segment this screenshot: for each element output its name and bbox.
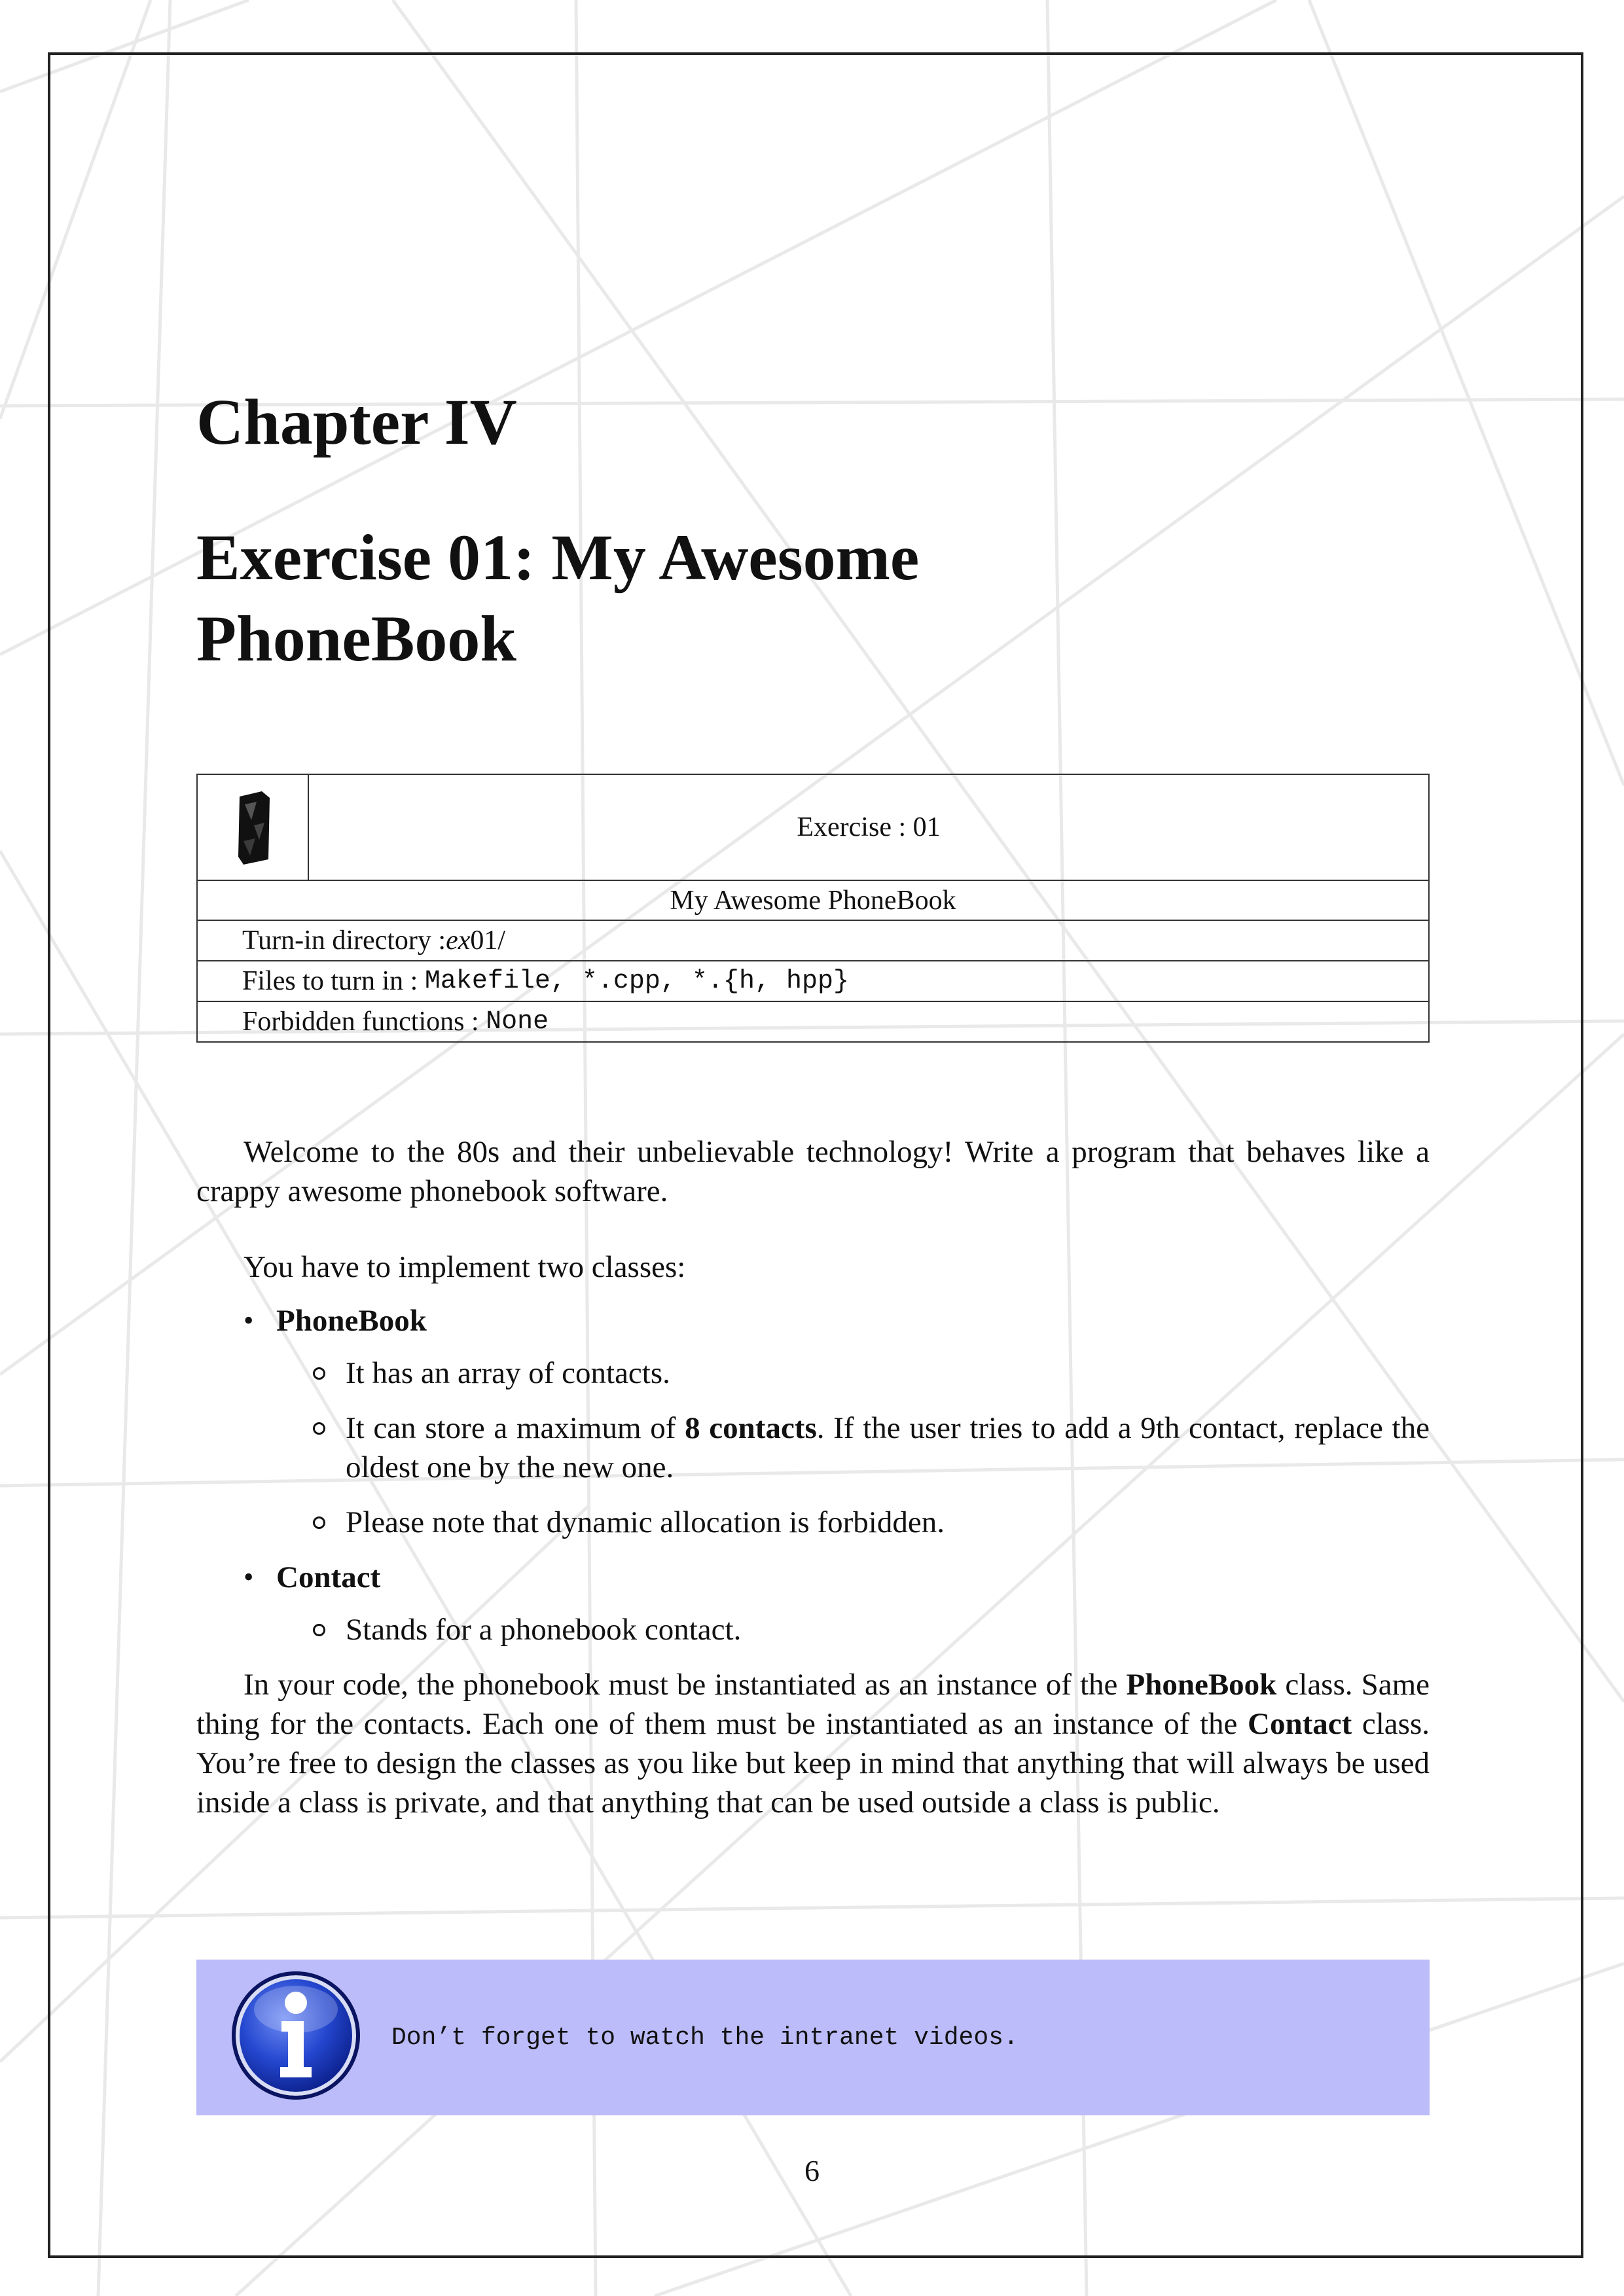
forbidden-label: Forbidden functions :	[242, 1007, 479, 1037]
classes-intro: You have to implement two classes:	[244, 1250, 686, 1284]
exercise-name-row	[198, 881, 1428, 921]
forbidden-value: None	[486, 1007, 549, 1037]
list-item: Stands for a phonebook contact.	[276, 1610, 1430, 1649]
info-note	[196, 1960, 1430, 2115]
bullet-icon: •	[244, 1561, 254, 1593]
exercise-header-row	[198, 775, 1428, 881]
turn-in-value: 01/	[470, 925, 506, 956]
files-value: Makefile, *.cpp, *.{h, hpp}	[424, 966, 849, 996]
turn-in-directory-row	[198, 921, 1428, 961]
list-item: Please note that dynamic allocation is forbidden.	[276, 1503, 1430, 1542]
turn-in-label: Turn-in directory :	[242, 925, 446, 956]
logo-cell	[198, 775, 309, 880]
turn-in-prefix: ex	[446, 925, 471, 956]
class-list	[196, 1301, 1430, 1649]
list-item: It can store a maximum of 8 contacts. If the user tries to add a 9th contact, replace the oldest one by the new one.	[276, 1408, 1430, 1487]
exercise-title: Exercise 01: My Awesome PhoneBook	[196, 521, 920, 675]
exercise-name: My Awesome PhoneBook	[670, 885, 956, 916]
page-number: 6	[804, 2154, 820, 2187]
contact-details	[276, 1610, 1430, 1649]
files-row	[198, 961, 1428, 1002]
class-name: PhoneBook	[276, 1304, 427, 1338]
bullet-icon: •	[244, 1304, 254, 1336]
class-item-contact	[196, 1558, 1430, 1649]
exercise-number: Exercise : 01	[797, 812, 941, 842]
circle-bullet-icon	[313, 1624, 325, 1636]
info-icon	[229, 1969, 363, 2102]
forbidden-functions-row	[198, 1002, 1428, 1043]
circle-bullet-icon	[313, 1422, 325, 1435]
phonebook-details	[276, 1354, 1430, 1542]
files-label: Files to turn in :	[242, 966, 418, 996]
class-item-phonebook	[196, 1301, 1430, 1542]
exercise-info-table	[196, 774, 1430, 1043]
circle-bullet-icon	[313, 1367, 325, 1380]
circle-bullet-icon	[313, 1516, 325, 1529]
list-item: It has an array of contacts.	[276, 1354, 1430, 1393]
note-text: Don’t forget to watch the intranet videos.	[391, 2023, 1019, 2052]
class-name: Contact	[276, 1560, 381, 1594]
school-logo-icon	[236, 791, 272, 865]
closing-paragraph: In your code, the phonebook must be instantiated as an instance of the PhoneBook class. Same thing for the contacts. Each one of them must be instantiated as an instance of the Contact class. You’re free to design the classes as you like but keep in mind that anything that will always be used inside a class is private, and that anything that can be used outside a class is public.	[196, 1668, 1430, 1820]
intro-paragraph: Welcome to the 80s and their unbelievable technology! Write a program that behaves like a crappy awesome phonebook software.	[196, 1135, 1430, 1208]
chapter-heading: Chapter IV	[196, 386, 517, 458]
exercise-description	[196, 1132, 1430, 1822]
